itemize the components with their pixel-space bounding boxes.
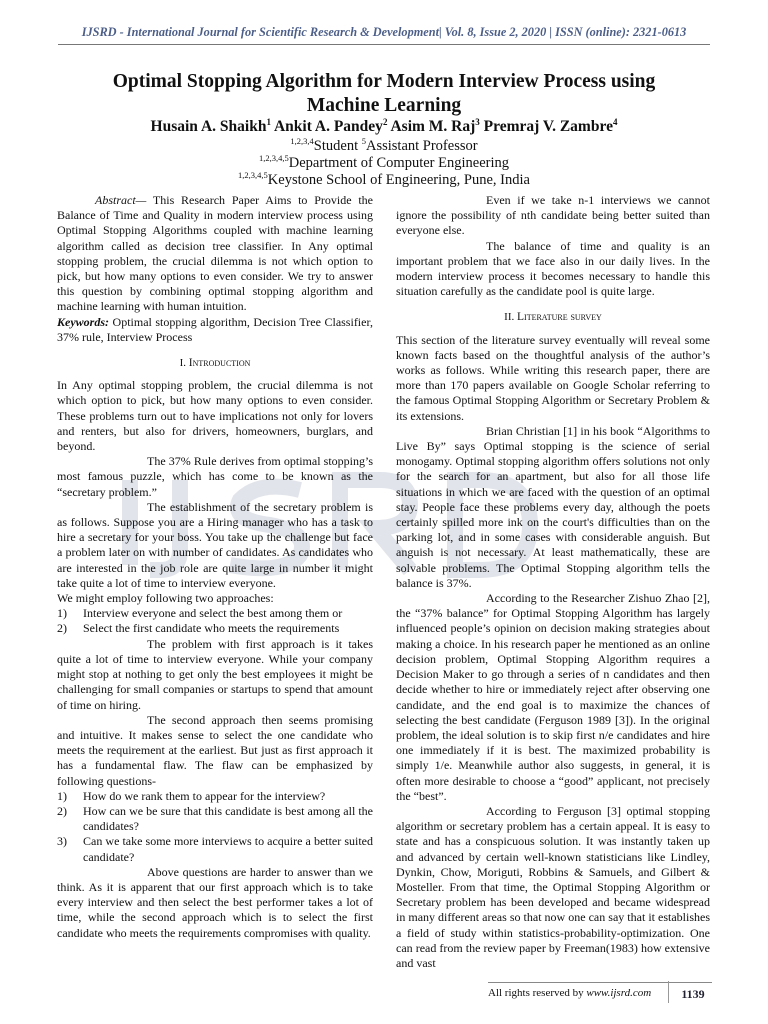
- list-item: [57, 834, 373, 864]
- section-heading-introduction: [57, 356, 373, 371]
- affil-sup: 5: [361, 136, 366, 146]
- intro-paragraph: The establishment of the secretary problem is as follows. Suppose you are a Hiring manager who has a task to hire a secretary for your boss. You take up the challenge but face a problem later on with number of candidates. As candidates who are interested in the job role are quite large in number it might take quite a lot of time to interview everyone.: [57, 499, 373, 590]
- section-title: Literature survey: [517, 311, 602, 324]
- left-column: [57, 193, 373, 941]
- keywords-label: Keywords:: [57, 314, 109, 329]
- intro-paragraph: The second approach then seems promising and intuitive. It makes sense to select the one candidate who meets the requirement at the earliest. But just as first approach it has a fundamental flaw. The flaw can be emphasized by following questions-: [57, 712, 373, 788]
- paper-title: [70, 70, 698, 118]
- list-number: 1): [57, 788, 67, 803]
- author-name: Husain A. Shaikh: [150, 118, 267, 135]
- list-text: Can we take some more interviews to acquire a better suited candidate?: [83, 834, 373, 864]
- affil-sup: 1,2,3,4,5: [258, 153, 289, 163]
- section-number: I.: [179, 357, 189, 370]
- section-title: Introduction: [188, 357, 251, 370]
- list-number: 3): [57, 834, 67, 849]
- affil-role-student: Student: [313, 138, 362, 154]
- body-paragraph: According to Ferguson [3] optimal stopping algorithm or secretary problem has a certain appeal. It is easy to state and has a conspicuous solution. It was instantly taken up and advanced by certain well-known statisticians like Lindley, Dynkin, Chow, Moriguti, Robbins & Samuels, and Gilbert & Mosteller. From that time, the Optimal Stopping Algorithm or Secretary problem has been developed and became widespread in many different areas so that now one can say that it establishes a field of study within statistics-probability-optimization. One can read from the review paper by Freeman(1983) how extensive and vast: [396, 803, 710, 970]
- list-item: [57, 804, 373, 834]
- author-name: Premraj V. Zambre: [483, 118, 613, 135]
- affil-role-professor: Assistant Professor: [365, 138, 478, 154]
- section-number: II.: [504, 311, 517, 324]
- author-sup: 1: [266, 117, 271, 127]
- keywords: [57, 315, 373, 345]
- intro-paragraph: We might employ following two approaches:: [57, 591, 274, 606]
- list-number: 1): [57, 606, 67, 621]
- list-text: How can we be sure that this candidate is best among all the candidates?: [83, 803, 373, 834]
- footer-rights-text: All rights reserved by: [488, 987, 587, 999]
- affil-school-text: Keystone School of Engineering, Pune, India: [267, 172, 530, 188]
- questions-list: [57, 789, 373, 865]
- body-paragraph: The balance of time and quality is an important problem that we face also in our daily lives. In the modern interview process it becomes necessary to handle this situation carefully as the candidate pool is quite large.: [396, 238, 710, 299]
- approaches-list: [57, 606, 373, 636]
- keywords-text: Optimal stopping algorithm, Decision Tree Classifier, 37% rule, Interview Process: [57, 314, 373, 344]
- intro-paragraph: The 37% Rule derives from optimal stopping’s most famous puzzle, which has come to be known as the “secretary problem.”: [57, 454, 373, 499]
- author-sup: 4: [612, 117, 618, 127]
- affil-sup: 1,2,3,4: [290, 136, 314, 146]
- list-number: 2): [57, 621, 67, 636]
- list-number: 2): [57, 803, 67, 818]
- intro-paragraph: Above questions are harder to answer than we think. As it is apparent that our first approach which is to take every interview and then select the best performer takes a lot of time, while the second approach which is to select the first candidate who meets the requirements compromises with quality.: [57, 864, 373, 940]
- title-line-2: Machine Learning: [306, 95, 462, 116]
- list-text: Select the first candidate who meets the requirements: [83, 621, 340, 636]
- affil-dept-text: Department of Computer Engineering: [288, 155, 509, 171]
- footer-site-link[interactable]: www.ijsrd.com: [586, 987, 652, 999]
- right-column: [396, 193, 710, 971]
- author-name: Asim M. Raj: [390, 118, 476, 135]
- list-text: Interview everyone and select the best among them or: [83, 606, 343, 621]
- author-sup: 3: [475, 117, 480, 127]
- intro-paragraph: In Any optimal stopping problem, the crucial dilemma is not which option to pick, but how many options to even consider. These problems turn out to have implications not only for lovers and renters, but also for drivers, homeowners, burglars, and beyond.: [57, 378, 373, 454]
- list-item: [57, 789, 373, 804]
- abstract: [57, 193, 373, 315]
- header-divider: [58, 44, 710, 45]
- section-heading-literature-survey: [396, 310, 710, 325]
- body-paragraph: This section of the literature survey eventually will reveal some known facts based on the thoughtful analysis of the author’s works as follows. While writing this research paper, there are more than 170 papers available on Google Scholar referring to the famous Optimal Stopping Algorithm or Secretary Problem & its extensions.: [396, 332, 710, 423]
- title-line-1: Optimal Stopping Algorithm for Modern Interview Process using: [112, 71, 656, 92]
- list-item: [57, 606, 373, 621]
- author-sup: 2: [382, 117, 388, 127]
- journal-header: IJSRD - International Journal for Scientific Research & Development| Vol. 8, Issue 2, 2020 | ISSN (online): 2321-0613: [81, 25, 687, 39]
- affiliation-school: [0, 172, 768, 189]
- affil-sup: 1,2,3,4,5: [238, 170, 268, 180]
- affiliation-role: [0, 138, 768, 155]
- author-name: Ankit A. Pandey: [273, 118, 383, 135]
- body-paragraph: According to the Researcher Zishuo Zhao [2], the “37% balance” for Optimal Stopping Algorithm has largely influenced people’s opinion on decision making strategies about making a choice. In his research paper he mentioned as an online decision problem, Optimal Stopping Algorithm requires a Decision Maker to go through a series of n candidates and then decide whether to hire or immediately reject after observing one candidate, and the end goal is to maximize the chances of selecting the best candidate (Ferguson 1989 [3]). In the original problem, the ideal solution is to skip first n/e candidates and hire one immediately if it is best. The maximized probability is simply 1/e. Meanwhile author also suggests, in general, it is often more desirable to choose a “good” applicant, not precisely the “best”.: [396, 591, 710, 803]
- list-text: How do we rank them to appear for the interview?: [83, 788, 326, 803]
- body-paragraph: Brian Christian [1] in his book “Algorithms to Live By” says Optimal stopping is the science of serial monogamy. Optimal stopping algorithm offers solutions not only for the search for an apartment, but also for all those life situations in which we are faced with the question of an optimal stay. People face these problems every day, although the poets certainly spilled more ink on the court's difficulties than on the parking lot, and in some cases with considerable anguish. But anguish is not necessary. At least mathematically, these are solvable problems. The Optimal Stopping algorithm tells the balance is 37%.: [396, 423, 710, 590]
- intro-paragraph: The problem with first approach is it takes quite a lot of time to interview everyone. While your company might stop at nothing to get only the best employees it might be challenging for small companies or startups to spend that amount of time on hiring.: [57, 636, 373, 712]
- abstract-text: This Research Paper Aims to Provide the Balance of Time and Quality in modern interview process using Optimal Stopping Algorithms coupled with machine learning algorithm called as decision tree classifier. In Any optimal stopping problem, the crucial dilemma is not which option to pick, but how many options to even consider. We try to answer this question by combining optimal stopping algorithm and machine learning with human intuition.: [57, 193, 373, 314]
- footer-rights: [488, 987, 651, 999]
- list-item: [57, 621, 373, 636]
- affiliation-department: [0, 155, 768, 172]
- abstract-label: Abstract—: [95, 193, 147, 207]
- author-list: [0, 118, 768, 136]
- page-number: 1139: [668, 981, 717, 1003]
- body-paragraph: Even if we take n-1 interviews we cannot ignore the possibility of nth candidate being better suited than everyone else.: [396, 193, 710, 238]
